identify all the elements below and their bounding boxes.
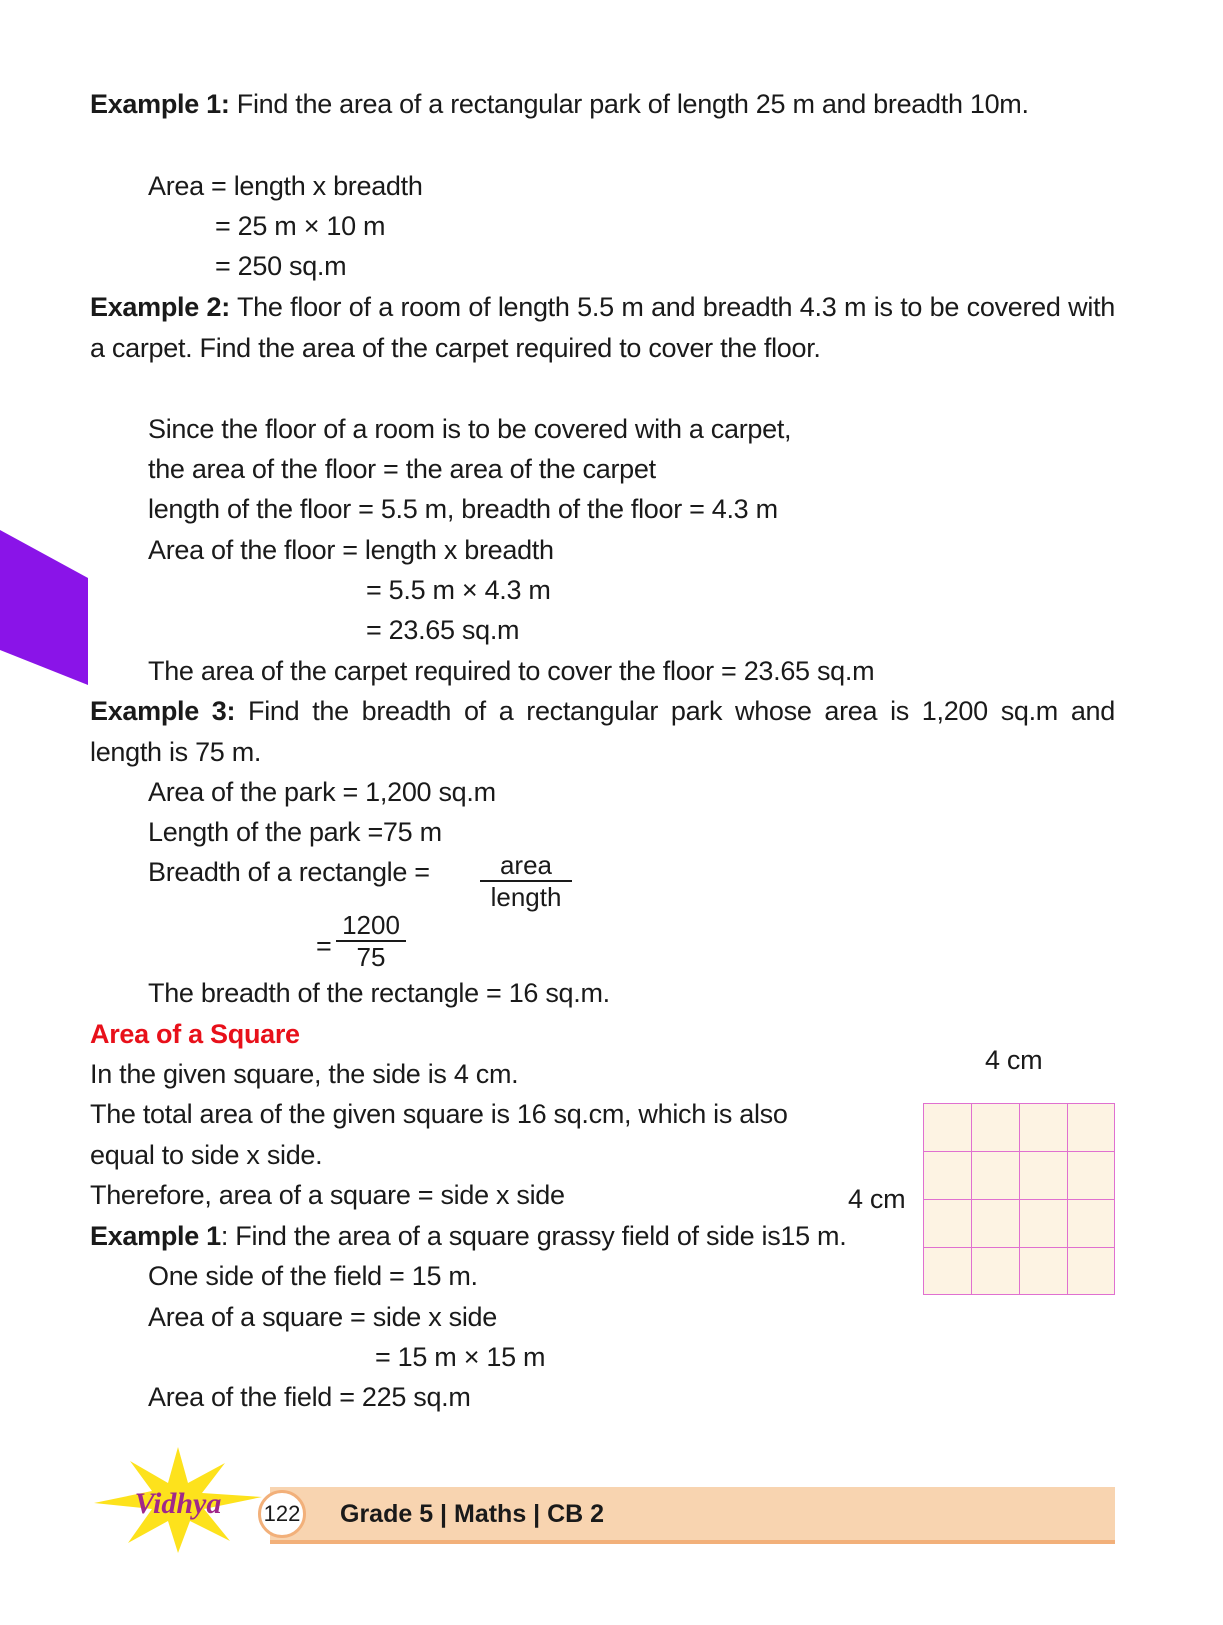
- example1-step3: = 250 sq.m: [215, 251, 347, 281]
- example3-step1: Area of the park = 1,200 sq.m: [148, 777, 496, 807]
- example1-text: Find the area of a rectangular park of length 25 m and breadth 10m.: [229, 89, 1029, 119]
- square-example1-text: : Find the area of a square grassy field of side is15 m.: [220, 1221, 847, 1251]
- example2-step5: = 5.5 m × 4.3 m: [366, 575, 551, 605]
- section-heading: Area of a Square: [90, 1019, 300, 1049]
- example1-question: [90, 84, 1115, 125]
- grid-line: [924, 1247, 1114, 1249]
- square-para2: The total area of the given square is 16 sq.cm, which is also: [90, 1099, 788, 1129]
- square-example1-question: [90, 1216, 846, 1256]
- example2-step4: Area of the floor = length x breadth: [148, 535, 554, 565]
- example2-question: [90, 287, 1115, 369]
- square-example1-answer: Area of the field = 225 sq.m: [148, 1382, 471, 1412]
- example1-step1: Area = length x breadth: [148, 171, 423, 201]
- square-example1-step2: Area of a square = side x side: [148, 1302, 497, 1332]
- grid-line: [924, 1151, 1114, 1153]
- example3-step2: Length of the park =75 m: [148, 817, 442, 847]
- square-side-label: 4 cm: [848, 1184, 906, 1214]
- example2-step1: Since the floor of a room is to be covered with a carpet,: [148, 414, 792, 444]
- side-tab-decoration: [0, 530, 88, 685]
- example2-text: The floor of a room of length 5.5 m and breadth 4.3 m is to be covered with a carpet. Find the area of the carpet required to cover the floor.: [90, 292, 1115, 363]
- square-top-label: 4 cm: [985, 1045, 1043, 1075]
- fraction-denominator: length: [490, 882, 562, 912]
- fraction-denominator: 75: [356, 942, 386, 972]
- example2-answer: The area of the carpet required to cover the floor = 23.65 sq.m: [148, 656, 875, 686]
- example3-label: Example 3:: [90, 696, 236, 726]
- example3-step3: Breadth of a rectangle =: [148, 857, 430, 887]
- example1-step2: = 25 m × 10 m: [215, 211, 386, 241]
- vidhya-logo: [90, 1445, 265, 1555]
- square-example1-label: Example 1: [90, 1221, 221, 1251]
- example1-label: Example 1:: [90, 89, 230, 119]
- example2-step2: the area of the floor = the area of the carpet: [148, 454, 656, 484]
- example2-step3: length of the floor = 5.5 m, breadth of the floor = 4.3 m: [148, 494, 778, 524]
- logo-text: Vidhya: [134, 1487, 222, 1520]
- example3-question: [90, 691, 1115, 773]
- square-example1-step1: One side of the field = 15 m.: [148, 1261, 478, 1291]
- example3-answer: The breadth of the rectangle = 16 sq.m.: [148, 978, 610, 1008]
- fraction-numerator: area: [480, 850, 572, 882]
- page-number: 122: [258, 1490, 306, 1538]
- footer-title: Grade 5 | Maths | CB 2: [340, 1500, 605, 1528]
- fraction-area-over-length: [480, 850, 572, 912]
- example3-equals: =: [316, 931, 332, 961]
- square-para1: In the given square, the side is 4 cm.: [90, 1059, 519, 1089]
- example2-step6: = 23.65 sq.m: [366, 615, 520, 645]
- fraction-numerator: 1200: [336, 910, 406, 942]
- square-grid: [923, 1103, 1115, 1295]
- square-example1-step3: = 15 m × 15 m: [375, 1342, 546, 1372]
- grid-line: [924, 1199, 1114, 1201]
- example3-text: Find the breadth of a rectangular park whose area is 1,200 sq.m and length is 75 m.: [90, 696, 1115, 767]
- fraction-1200-over-75: [336, 910, 406, 972]
- example2-label: Example 2:: [90, 292, 230, 322]
- square-para4: Therefore, area of a square = side x side: [90, 1180, 565, 1210]
- square-para3: equal to side x side.: [90, 1140, 323, 1170]
